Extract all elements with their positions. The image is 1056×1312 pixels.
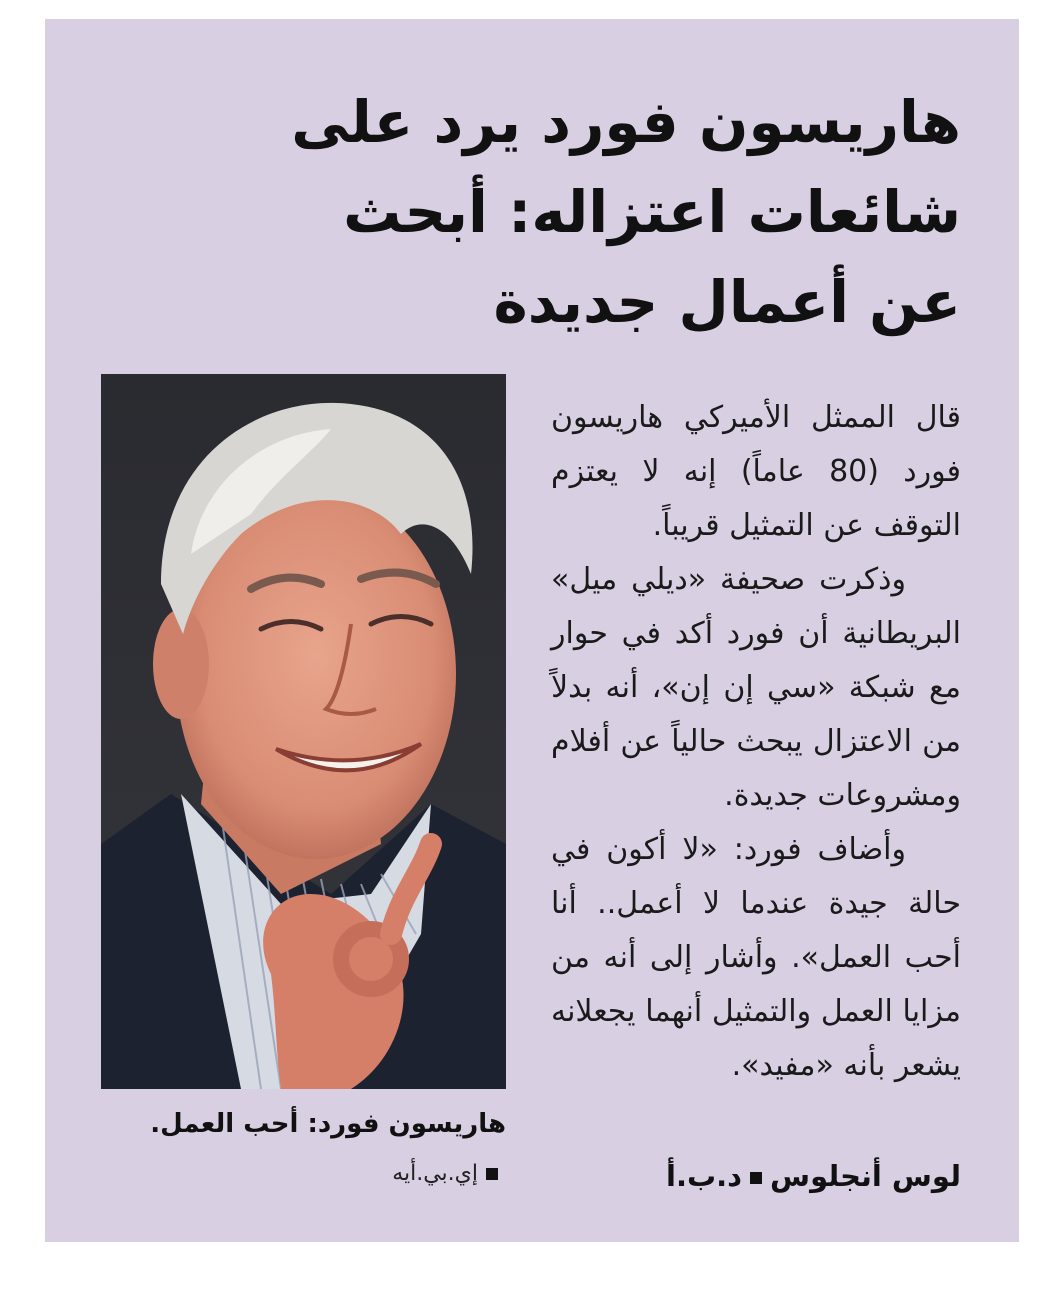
photo-credit: إي.بي.أيه — [392, 1161, 478, 1186]
headline-line-2: شائعات اعتزاله: أبحث — [343, 178, 961, 246]
article-paragraph-2: وذكرت صحيفة «ديلي ميل» البريطانية أن فورد أكد في حوار مع شبكة «سي إن إن»، أنه بدلاً من الاعتزال يبحث حالياً عن أفلام ومشروعات جديدة. — [551, 562, 961, 813]
byline-city: لوس أنجلوس — [770, 1159, 961, 1193]
headline-line-1: هاريسون فورد يرد على — [291, 88, 961, 156]
headline-line-3: عن أعمال جديدة — [493, 268, 961, 336]
article-body — [551, 391, 961, 1093]
separator-square-icon — [750, 1172, 762, 1184]
article-paragraph-1: قال الممثل الأميركي هاريسون فورد (80 عاماً) إنه لا يعتزم التوقف عن التمثيل قريباً. — [551, 400, 961, 543]
credit-square-icon — [486, 1168, 498, 1180]
photo-caption: هاريسون فورد: أحب العمل. — [150, 1109, 506, 1139]
article-panel — [45, 19, 1019, 1242]
portrait-illustration — [101, 374, 506, 1089]
article-photo — [101, 374, 506, 1089]
photo-credit-line — [101, 1161, 506, 1186]
article-byline — [666, 1159, 961, 1193]
byline-agency: د.ب.أ — [666, 1159, 743, 1193]
article-headline — [261, 77, 961, 347]
article-paragraph-3: وأضاف فورد: «لا أكون في حالة جيدة عندما لا أعمل.. أنا أحب العمل». وأشار إلى أنه من مزايا العمل والتمثيل أنهما يجعلانه يشعر بأنه «مفيد». — [551, 832, 961, 1083]
